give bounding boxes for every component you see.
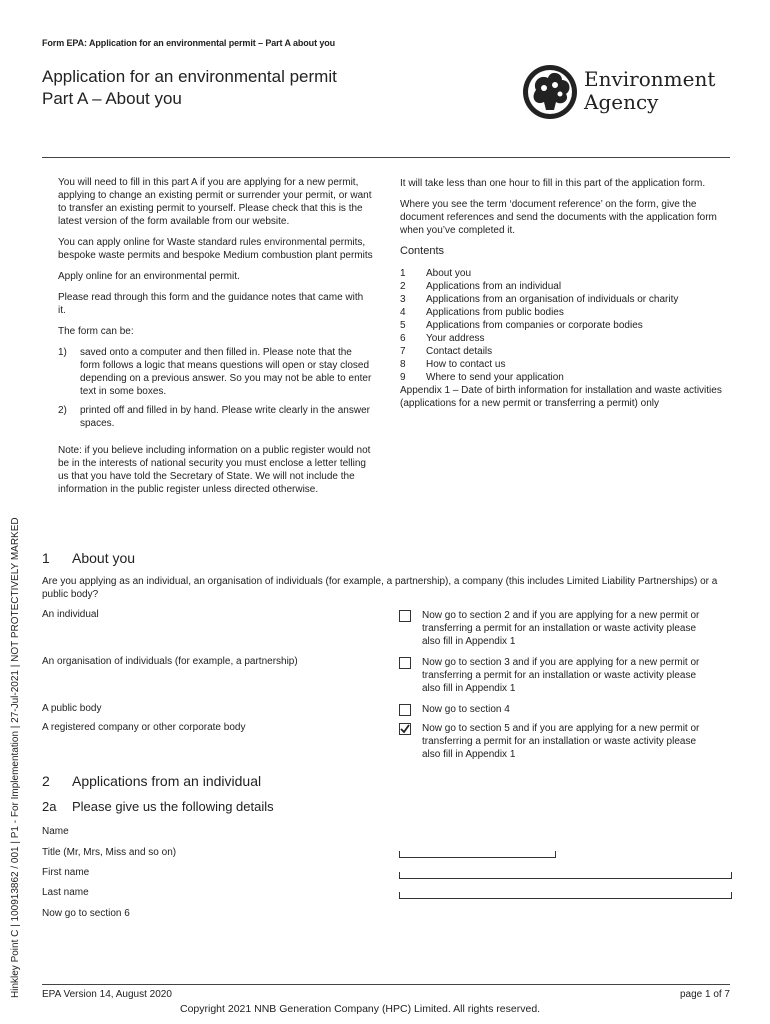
checkbox-organisation[interactable] [399, 657, 411, 669]
title-line-1: Application for an environmental permit [42, 67, 337, 86]
checkbox-company-checked[interactable] [399, 723, 411, 735]
security-note: Note: if you believe including information on a public register would not be in the interests of national security you must enclose a letter telling us that you have told the Secretary of State. We will not include the information in the public register unless directed otherwise. [58, 445, 371, 495]
option-instruction: Now go to section 2 and if you are applying for a new permit or transferring a permit for an installation or waste activity please also fill in Appendix 1 [422, 610, 700, 647]
page-number: page 1 of 7 [679, 989, 730, 1000]
title-label: Title (Mr, Mrs, Miss and so on) [42, 847, 177, 858]
option-label-company: A registered company or other corporate body [42, 722, 246, 733]
version-text: EPA Version 14, August 2020 [42, 989, 172, 1000]
title-line-2: Part A – About you [42, 89, 182, 108]
intro-paragraph: You can apply online for Waste standard rules environmental permits, bespoke waste permits and bespoke Medium combustion plant permits [58, 237, 373, 261]
checkbox-individual[interactable] [399, 610, 411, 622]
goto-section-6: Now go to section 6 [42, 908, 130, 919]
option-label-public-body: A public body [42, 703, 102, 714]
contents-item[interactable]: 3 Applications from an organisation of individuals or charity [400, 294, 679, 305]
intro-paragraph: Please read through this form and the guidance notes that came with it. [58, 292, 364, 316]
contents-heading: Contents [400, 245, 445, 257]
intro-paragraph: The form can be: [58, 326, 134, 337]
contents-item[interactable]: 2 Applications from an individual [400, 281, 562, 292]
contents-item[interactable]: 4 Applications from public bodies [400, 307, 564, 318]
intro-right-column [400, 177, 725, 410]
footer-divider [42, 984, 730, 985]
contents-list [400, 267, 725, 384]
section-1-heading: 1 About you [42, 550, 136, 566]
first-name-label: First name [42, 867, 90, 878]
name-label: Name [42, 826, 69, 837]
contents-appendix[interactable]: Appendix 1 – Date of birth information for installation and waste activities (applications for a new permit or transferring a permit) only [400, 385, 722, 409]
intro-left-column [58, 176, 373, 504]
option-label-organisation: An organisation of individuals (for example, a partnership) [42, 656, 298, 667]
copyright-text: Copyright 2021 NNB Generation Company (HPC) Limited. All rights reserved. [180, 1003, 541, 1015]
page-title [42, 66, 337, 110]
title-field[interactable] [399, 851, 556, 858]
option-instruction: Now go to section 4 [422, 704, 510, 715]
last-name-field[interactable] [399, 892, 732, 899]
contents-item[interactable]: 6 Your address [400, 333, 485, 344]
intro-paragraph: It will take less than one hour to fill in this part of the application form. [400, 178, 706, 189]
contents-item[interactable]: 5 Applications from companies or corporate bodies [400, 320, 643, 331]
list-item: 2) printed off and filled in by hand. Please write clearly in the answer spaces. [58, 405, 370, 429]
first-name-field[interactable] [399, 872, 732, 879]
oak-tree-icon [522, 64, 578, 120]
checkbox-public-body[interactable] [399, 704, 411, 716]
logo-wordmark: Environment Agency [584, 67, 716, 114]
list-item: 1) saved onto a computer and then filled in. Please note that the form follows a logic that means questions will open or stay closed depending on a previous answer. So you may not be able to enter text in some boxes. [58, 347, 372, 397]
intro-paragraph: Where you see the term ‘document reference’ on the form, give the document references and send the documents with the application form when you’ve completed it. [400, 199, 717, 236]
option-label-individual: An individual [42, 609, 99, 620]
form-options-list [58, 346, 373, 430]
contents-item[interactable]: 8 How to contact us [400, 359, 506, 370]
contents-item[interactable]: 7 Contact details [400, 346, 493, 357]
section-2a-heading: 2a Please give us the following details [42, 799, 274, 814]
last-name-label: Last name [42, 887, 89, 898]
option-instruction: Now go to section 5 and if you are applying for a new permit or transferring a permit for an installation or waste activity please also fill in Appendix 1 [422, 723, 700, 760]
form-header: Form EPA: Application for an environmental permit – Part A about you [42, 38, 336, 48]
section-2-heading: 2 Applications from an individual [42, 773, 262, 789]
apply-online-link[interactable]: Apply online for an environmental permit. [58, 271, 240, 282]
environment-agency-logo [522, 64, 732, 120]
checkmark-icon [400, 724, 410, 734]
option-instruction: Now go to section 3 and if you are applying for a new permit or transferring a permit for an installation or waste activity please also fill in Appendix 1 [422, 657, 700, 694]
side-margin-text: Hinkley Point C | 100913862 / 001 | P1 - For Implementation | 27-Jul-2021 | NOT PROTECTIVELY MARKED [10, 517, 21, 998]
header-divider [42, 157, 730, 158]
contents-item[interactable]: 1 About you [400, 268, 472, 279]
intro-paragraph: You will need to fill in this part A if you are applying for a new permit, applying to change an existing permit or surrender your permit, or want to transfer an existing permit to yourself. Please check that this is the latest version of the form available from our website. [58, 177, 372, 227]
contents-item[interactable]: 9 Where to send your application [400, 372, 564, 383]
section-1-question: Are you applying as an individual, an organisation of individuals (for example, a partnership), a company (this includes Limited Liability Partnerships) or a public body? [42, 576, 718, 600]
